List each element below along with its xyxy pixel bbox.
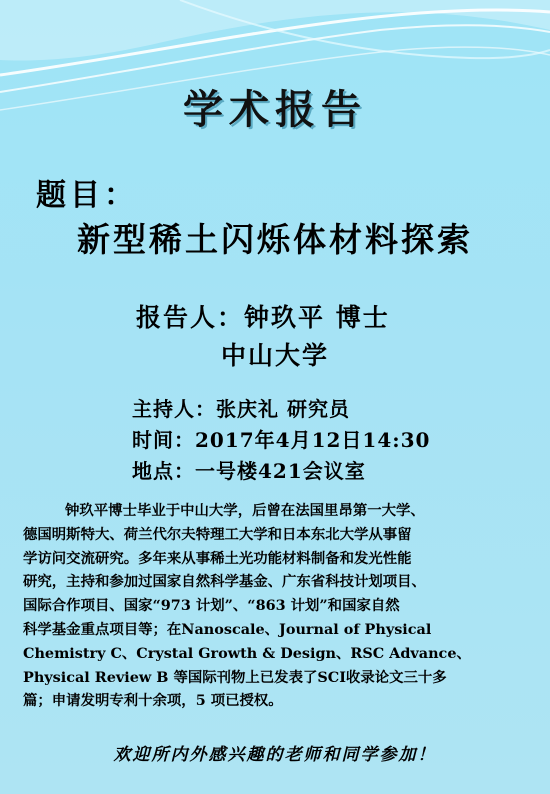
bio-line: 德国明斯特大、荷兰代尔夫特理工大学和日本东北大学从事留	[23, 525, 412, 543]
bio-line: 学访问交流研究。多年来从事稀土光功能材料制备和发光性能	[23, 549, 412, 567]
bio-line: Physical Review B 等国际刊物上已发表了SCI收录论文三十多	[23, 668, 447, 686]
host-line	[132, 393, 350, 422]
host-value: 张庆礼 研究员	[216, 397, 350, 421]
bio-line: Chemistry C、Crystal Growth & Design、RSC Advance、	[23, 644, 471, 662]
bio-line: 科学基金重点项目等；在Nanoscale、Journal of Physical	[23, 620, 432, 638]
welcome-message: 欢迎所内外感兴趣的老师和同学参加！	[113, 745, 437, 765]
bio-line: 研究，主持和参加过国家自然科学基金、广东省科技计划项目、	[23, 573, 426, 591]
time-value: 2017年4月12日14:30	[195, 428, 431, 452]
bio-line: 钟玖平博士毕业于中山大学，后曾在法国里昂第一大学、	[65, 502, 425, 519]
location-value: 一号楼421会议室	[195, 459, 366, 483]
speaker-bio	[23, 499, 531, 713]
speaker-line: 报告人：钟玖平 博士	[136, 303, 390, 332]
speaker-affiliation: 中山大学	[220, 341, 329, 370]
location-line	[132, 455, 366, 484]
bio-line: 国际合作项目、国家“973 计划”、“863 计划”和国家自然	[23, 597, 400, 615]
topic-label: 题目：	[36, 178, 138, 213]
host-label: 主持人：	[132, 397, 216, 421]
time-label: 时间：	[132, 428, 195, 452]
banner-title: 学术报告	[183, 87, 367, 133]
location-label: 地点：	[132, 459, 195, 483]
time-line	[132, 424, 430, 453]
topic-title: 新型稀土闪烁体材料探索	[77, 220, 473, 259]
bio-line: 篇；申请发明专利十余项，5 项已授权。	[23, 692, 283, 710]
